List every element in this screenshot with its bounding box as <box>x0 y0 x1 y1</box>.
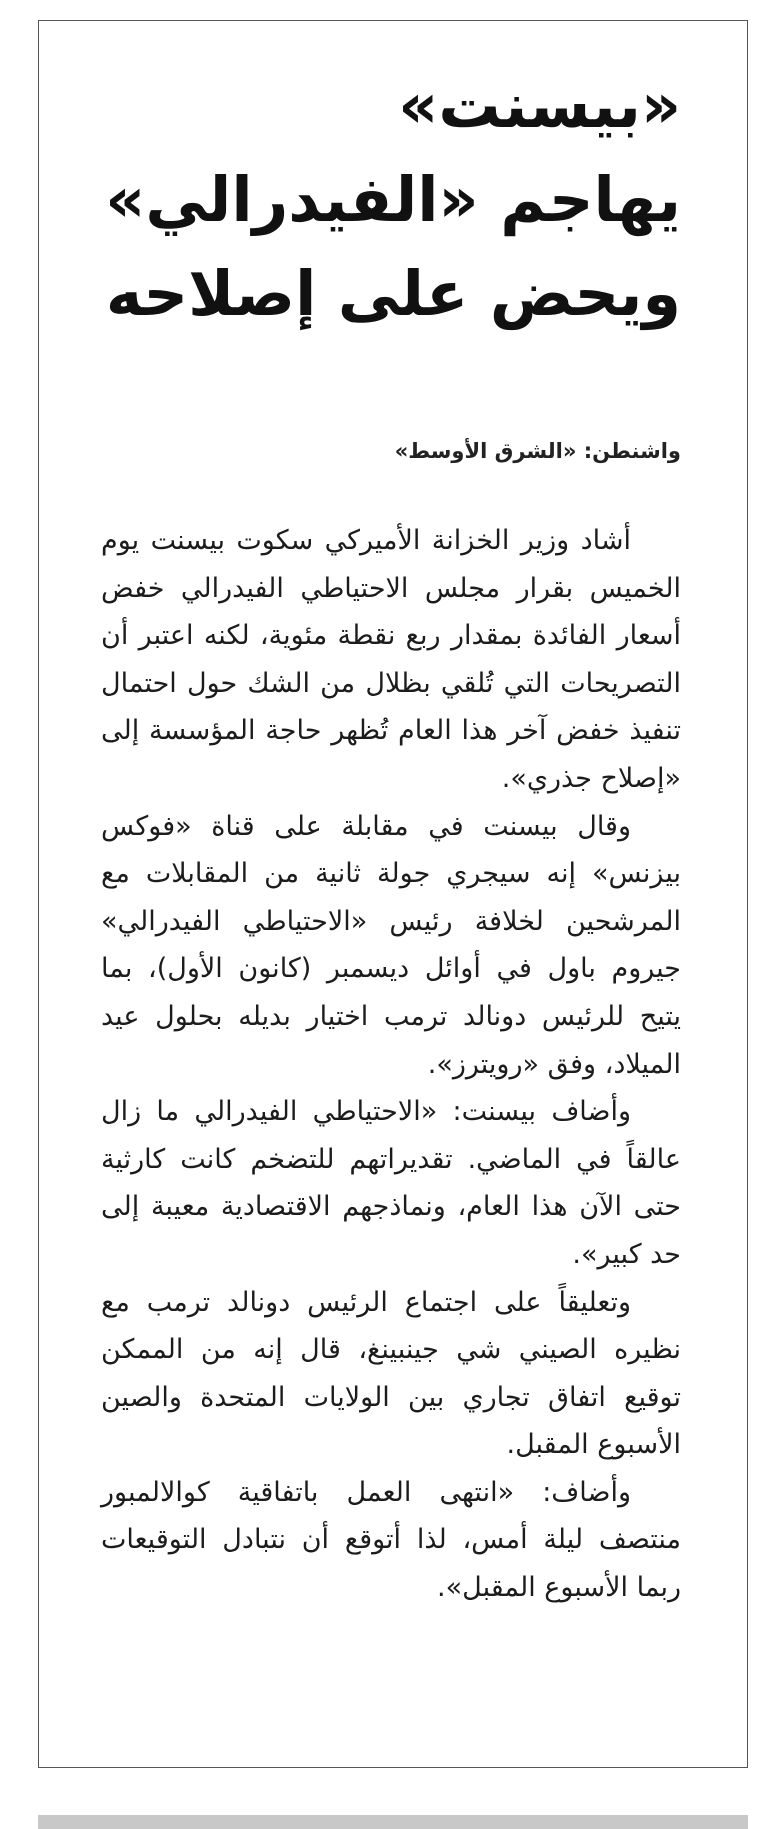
paragraph: وتعليقاً على اجتماع الرئيس دونالد ترمب مع نظيره الصيني شي جينبينغ، قال إنه من الممكن توقيع اتفاق تجاري بين الولايات المتحدة والصين الأسبوع المقبل. <box>101 1286 681 1461</box>
page-divider-bar <box>38 1815 748 1829</box>
byline: واشنطن: «الشرق الأوسط» <box>394 439 681 463</box>
headline-line-1: «بيسنت» <box>398 69 681 142</box>
paragraph: وأضاف بيسنت: «الاحتياطي الفيدرالي ما زال عالقاً في الماضي. تقديراتهم للتضخم كانت كارثية حتى الآن هذا العام، ونماذجهم الاقتصادية معيبة إلى حد كبير». <box>101 1096 681 1270</box>
paragraph: أشاد وزير الخزانة الأميركي سكوت بيسنت يوم الخميس بقرار مجلس الاحتياطي الفيدرالي خفض أسعار الفائدة بمقدار ربع نقطة مئوية، لكنه اعتبر أن التصريحات التي تُلقي بظلال من الشك حول احتمال تنفيذ خفض آخر هذا العام تُظهر حاجة المؤسسة إلى «إصلاح جذري». <box>101 525 681 794</box>
paragraph: وقال بيسنت في مقابلة على قناة «فوكس بيزنس» إنه سيجري جولة ثانية من المقابلات مع المرشحين لخلافة رئيس «الاحتياطي الفيدرالي» جيروم باول في أوائل ديسمبر (كانون الأول)، بما يتيح للرئيس دونالد ترمب اختيار بديله بحلول عيد الميلاد، وفق «رويترز». <box>101 810 681 1080</box>
headline <box>105 59 681 341</box>
headline-line-3: ويحض على إصلاحه <box>105 257 681 330</box>
article-body <box>101 517 681 1612</box>
article-frame <box>38 20 748 1768</box>
paragraph: وأضاف: «انتهى العمل باتفاقية كوالالمبور منتصف ليلة أمس، لذا أتوقع أن نتبادل التوقيعات ربما الأسبوع المقبل». <box>101 1476 681 1604</box>
headline-line-2: يهاجم «الفيدرالي» <box>105 163 681 236</box>
